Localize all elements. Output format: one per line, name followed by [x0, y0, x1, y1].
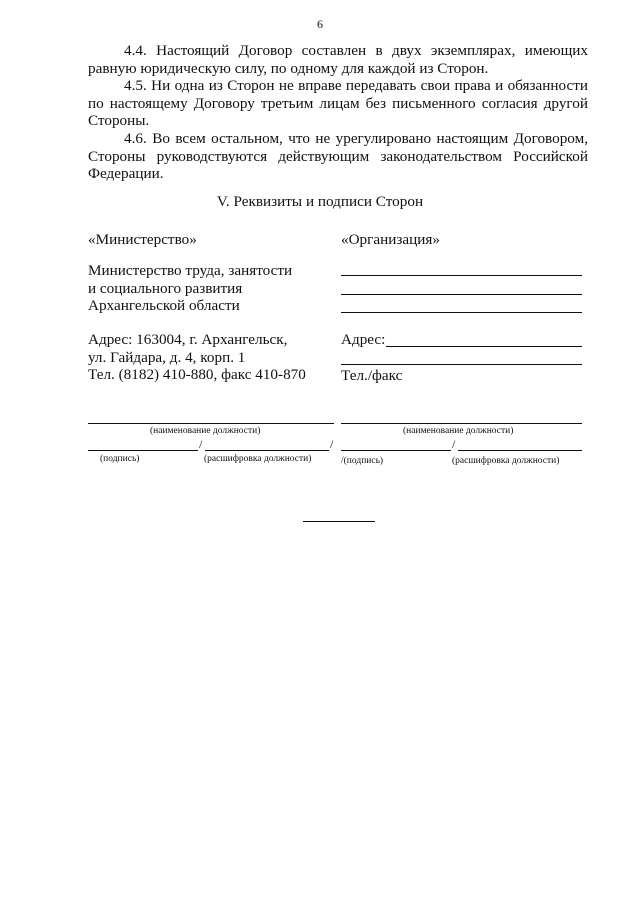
- right-signature-line: [341, 450, 451, 451]
- left-decode-caption: (расшифровка должности): [204, 454, 312, 464]
- end-separator: [303, 521, 375, 522]
- left-address-line: Адрес: 163004, г. Архангельск,: [88, 331, 288, 348]
- right-address-line-2: [341, 364, 582, 365]
- right-phone-label: Тел./факс: [341, 367, 403, 384]
- left-name-line: Министерство труда, занятости: [88, 262, 293, 279]
- right-slash: /: [452, 437, 456, 451]
- clause-4-5: 4.5. Ни одна из Сторон не вправе передавать свои права и обязанности по настоящему Договору третьим лицам без письменного согласия другой Стороны.: [88, 77, 588, 130]
- page-number: 6: [317, 17, 323, 31]
- right-position-line: [341, 423, 582, 424]
- clause-4-4: 4.4. Настоящий Договор составлен в двух экземплярах, имеющих равную юридическую силу, по одному для каждой из Сторон.: [88, 42, 588, 77]
- right-name-line-1: [341, 275, 582, 276]
- left-slash-1: /: [199, 437, 203, 451]
- left-party-name: [88, 262, 292, 315]
- section-title: V. Реквизиты и подписи Сторон: [216, 193, 424, 210]
- right-name-line-2: [341, 294, 582, 295]
- right-position-caption: (наименование должности): [403, 426, 514, 436]
- right-party-header: «Организация»: [341, 231, 440, 248]
- left-name-line: и социального развития: [88, 279, 243, 297]
- left-signature-line: [88, 450, 198, 451]
- left-address-line: ул. Гайдара, д. 4, корп. 1: [88, 348, 246, 366]
- right-address-label: Адрес:: [341, 331, 386, 348]
- right-address-line: [386, 346, 582, 347]
- left-address-line: Тел. (8182) 410-880, факс 410-870: [88, 366, 306, 384]
- right-name-line-3: [341, 312, 582, 313]
- clause-4-6: 4.6. Во всем остальном, что не урегулировано настоящим Договором, Стороны руководствуются действующим законодательством Российской Федерации.: [88, 129, 588, 183]
- right-decode-line: [458, 450, 582, 451]
- left-position-line: [88, 423, 334, 424]
- left-position-caption: (наименование должности): [150, 426, 261, 436]
- left-party-address: [88, 331, 306, 384]
- contract-terms: [88, 42, 588, 183]
- left-decode-line: [205, 450, 329, 451]
- left-signature-caption: (подпись): [100, 454, 140, 464]
- left-name-line: Архангельской области: [88, 297, 240, 315]
- right-signature-caption: /(подпись): [341, 456, 384, 466]
- left-party-header: «Министерство»: [88, 231, 197, 248]
- left-slash-2: /: [330, 437, 334, 451]
- right-decode-caption: (расшифровка должности): [452, 456, 560, 466]
